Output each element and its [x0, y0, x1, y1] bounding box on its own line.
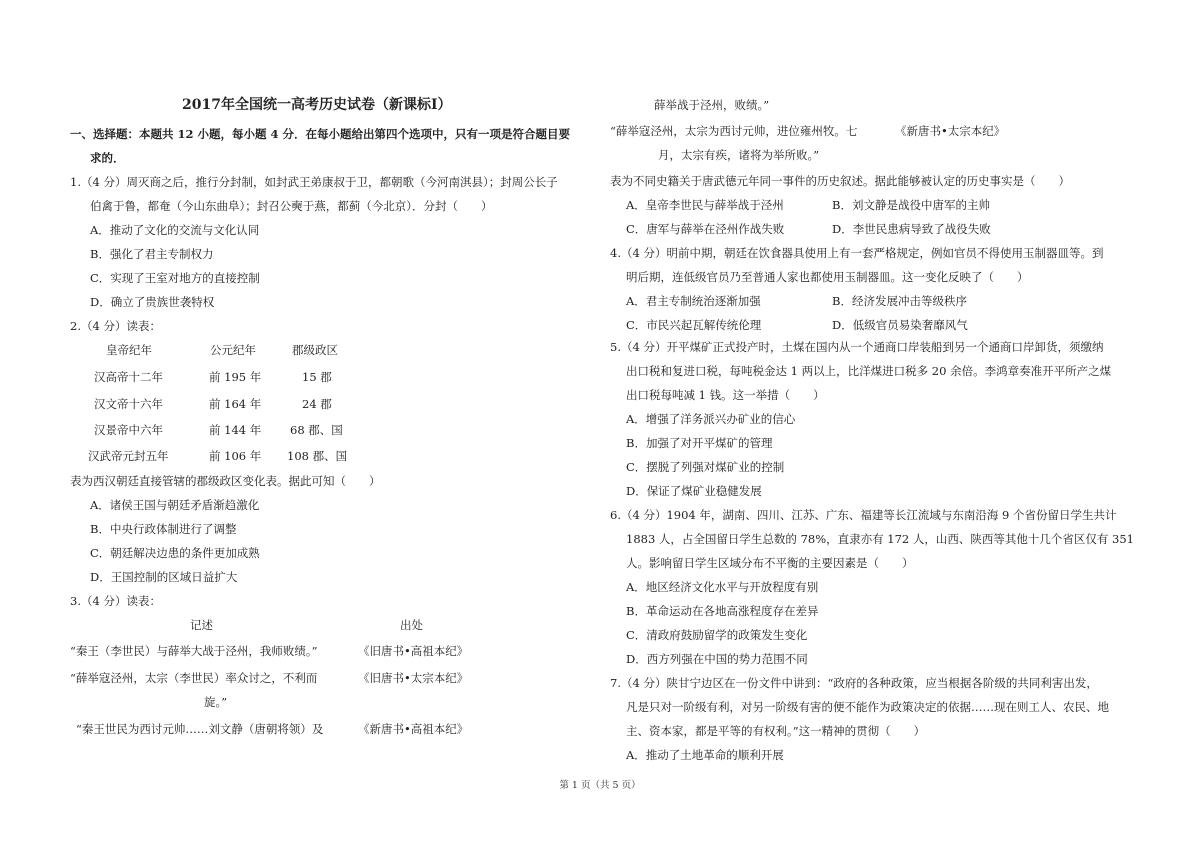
- question-stem: 1.（4 分）周灭商之后，推行分封制，如封武王弟康叔于卫，都朝歌（今河南淇县）；封周公长子: [70, 175, 558, 189]
- option-c: C．唐军与薛举在泾州作战失败: [626, 222, 785, 236]
- page-title: 2017年全国统一高考历史试卷（新课标Ⅰ）: [182, 97, 452, 113]
- question-stem: 3.（4 分）读表：: [70, 594, 161, 608]
- option-b: B．中央行政体制进行了调整: [90, 522, 237, 536]
- option-b: B．刘文静是战役中唐军的主帅: [832, 198, 990, 212]
- option-a: A．推动了土地革命的顺利开展: [626, 748, 784, 762]
- option-d: D．西方列强在中国的势力范围不同: [626, 652, 808, 666]
- option-d: D．王国控制的区域日益扩大: [90, 570, 238, 584]
- table-header: 郡级政区: [292, 343, 338, 357]
- question-stem: 明后期，连低级官员乃至普通人家也都使用玉制器皿。这一变化反映了（ ）: [626, 270, 1029, 284]
- question-stem: 出口税每吨减 1 钱。这一举措（ ）: [626, 388, 825, 402]
- option-b: B．强化了君主专制权力: [90, 247, 214, 261]
- table-cell: 前 164 年: [209, 397, 262, 411]
- table-header: 皇帝纪年: [106, 343, 152, 357]
- option-c: C．朝廷解决边患的条件更加成熟: [90, 546, 260, 560]
- table-header: 公元纪年: [210, 343, 256, 357]
- question-stem: 人。影响留日学生区域分布不平衡的主要因素是（ ）: [626, 556, 914, 570]
- table-cell: 24 郡: [302, 397, 332, 411]
- question-stem: 4.（4 分）明前中期，朝廷在饮食器具使用上有一套严格规定，例如官员不得使用玉制器皿等。到: [610, 246, 1104, 260]
- option-a: A．皇帝李世民与薛举战于泾州: [626, 198, 784, 212]
- table-cell: 汉武帝元封五年: [88, 449, 169, 463]
- question-stem: 7.（4 分）陕甘宁边区在一份文件中讲到：“政府的各种政策，应当根据各阶级的共同利害出发，: [610, 676, 1098, 690]
- page-footer: 第 1 页（共 5 页）: [559, 780, 641, 791]
- table-cell: “薛举寇泾州，太宗为西讨元帅，进位雍州牧。七: [610, 124, 858, 138]
- question-stem: 出口税和复进口税，每吨税金达 1 两以上，比洋煤进口税多 20 余倍。李鸿章奏准开平所产之煤: [626, 364, 1112, 378]
- option-d: D．李世民患病导致了战役失败: [832, 222, 991, 236]
- table-cell: 《新唐书•高祖本纪》: [358, 722, 469, 736]
- question-stem: 2.（4 分）读表：: [70, 319, 161, 333]
- table-cell: 汉文帝十六年: [94, 397, 163, 411]
- table-cell: 108 郡、国: [287, 449, 348, 463]
- option-c: C．摆脱了列强对煤矿业的控制: [626, 460, 785, 474]
- option-c: C．实现了王室对地方的直接控制: [90, 271, 260, 285]
- option-d: D．低级官员易染奢靡风气: [832, 318, 968, 332]
- table-cell: 月，太宗有疾，诸将为举所败。”: [658, 148, 820, 162]
- table-cell: 15 郡: [302, 370, 332, 384]
- option-c: C．清政府鼓励留学的政策发生变化: [626, 628, 808, 642]
- option-b: B．加强了对开平煤矿的管理: [626, 436, 773, 450]
- table-cell: 前 195 年: [209, 370, 262, 384]
- question-stem: 1883 人，占全国留日学生总数的 78%，直隶亦有 172 人，山西、陕西等其他十几个省区仅有 351: [626, 532, 1135, 546]
- table-cell: 《旧唐书•高祖本纪》: [358, 644, 469, 658]
- option-a: A．增强了洋务派兴办矿业的信心: [626, 412, 796, 426]
- question-note: 表为西汉朝廷直接管辖的郡级政区变化表。据此可知（ ）: [70, 474, 381, 488]
- question-stem: 5.（4 分）开平煤矿正式投产时，土煤在国内从一个通商口岸装船到另一个通商口岸卸货，须缴纳: [610, 340, 1104, 354]
- table-cell: 《新唐书•太宗本纪》: [895, 124, 1006, 138]
- question-stem: 凡是只对一阶级有利，对另一阶级有害的便不能作为政策决定的依据……现在则工人、农民、地: [626, 700, 1109, 714]
- table-cell: 薛举战于泾州，败绩。”: [654, 98, 770, 112]
- option-a: A．诸侯王国与朝廷矛盾渐趋激化: [90, 498, 260, 512]
- table-cell: 旋。”: [204, 695, 228, 709]
- option-c: C．市民兴起瓦解传统伦理: [626, 318, 762, 332]
- table-cell: 前 106 年: [209, 449, 262, 463]
- question-stem: 6.（4 分）1904 年，湖南、四川、江苏、广东、福建等长江流域与东南沿海 9 个省份留日学生共计: [610, 508, 1117, 522]
- table-cell: 《旧唐书•太宗本纪》: [358, 671, 469, 685]
- option-a: A．推动了文化的交流与文化认同: [90, 223, 260, 237]
- section-heading: 一、选择题：本题共 12 小题，每小题 4 分．在每小题给出第四个选项中，只有一项是符合题目要: [70, 127, 571, 141]
- table-cell: “薛举寇泾州，太宗（李世民）率众讨之，不利而: [70, 671, 318, 685]
- option-a: A．君主专制统治逐渐加强: [626, 294, 761, 308]
- table-header: 出处: [400, 618, 423, 632]
- option-a: A．地区经济文化水平与开放程度有别: [626, 580, 819, 594]
- question-stem: 伯禽于鲁，都奄（今山东曲阜）；封召公奭于燕，都蓟（今北京）．分封（ ）: [90, 199, 493, 213]
- table-cell: 汉景帝中六年: [94, 423, 163, 437]
- option-d: D．确立了贵族世袭特权: [90, 295, 215, 309]
- question-stem: 主、资本家，都是平等的有权利。”这一精神的贯彻（ ）: [626, 724, 926, 738]
- option-b: B．革命运动在各地高涨程度存在差异: [626, 604, 819, 618]
- section-heading-cont: 求的．: [90, 151, 125, 165]
- option-b: B．经济发展冲击等级秩序: [832, 294, 967, 308]
- option-d: D．保证了煤矿业稳健发展: [626, 484, 762, 498]
- table-cell: “秦王（李世民）与薛举大战于泾州，我师败绩。”: [70, 644, 318, 658]
- table-header: 记述: [190, 618, 213, 632]
- table-cell: 前 144 年: [209, 423, 262, 437]
- table-cell: 68 郡、国: [290, 423, 343, 437]
- question-note: 表为不同史籍关于唐武德元年同一事件的历史叙述。据此能够被认定的历史事实是（ ）: [610, 174, 1070, 188]
- table-cell: 汉高帝十二年: [94, 370, 163, 384]
- table-cell: “秦王世民为西讨元帅……刘文静（唐朝将领）及: [76, 722, 324, 736]
